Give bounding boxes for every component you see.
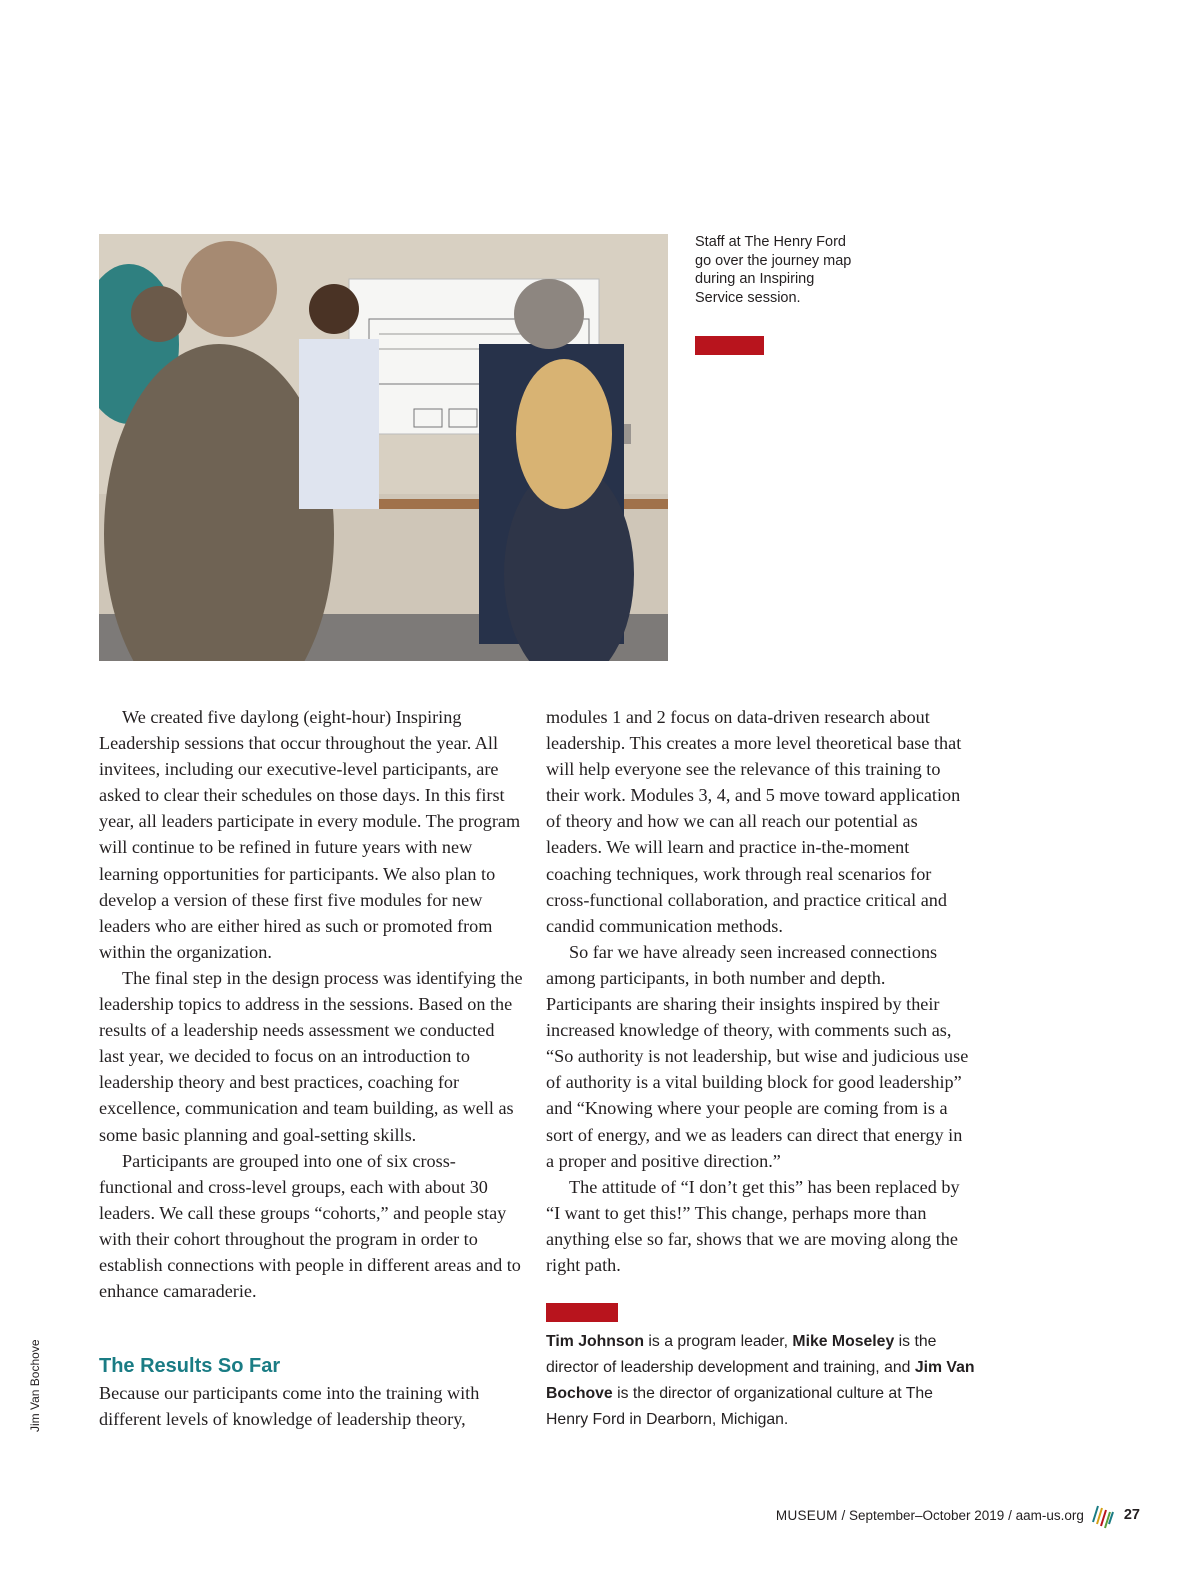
page-footer (600, 1500, 1140, 1530)
caption-accent-bar (695, 336, 764, 355)
body-paragraph: Because our participants come into the training with different levels of knowledge of leadership theory, (99, 1383, 480, 1430)
author-bio (546, 1329, 976, 1433)
author-name: Tim Johnson (546, 1333, 645, 1350)
body-paragraph: The attitude of “I don’t get this” has been replaced by “I want to get this!” This change, perhaps more than anything else so far, shows that we are moving along the right path. (546, 1176, 960, 1275)
bio-text: is the director of organizational culture at The Henry Ford in Dearborn, Michigan. (546, 1385, 933, 1428)
body-paragraph: modules 1 and 2 focus on data-driven research about leadership. This creates a more level theoretical base that will help everyone see the relevance of this training to their work. Modules 3, 4, and 5 move toward application of theory and how we can all reach our potential as leaders. We will learn and practice in-the-moment coaching techniques, work through real scenarios for cross-functional collaboration, and practice critical and candid communication methods. (546, 707, 962, 936)
bio-accent-bar (546, 1303, 618, 1322)
photo-caption: Staff at The Henry Ford go over the journey map during an Inspiring Service session. (695, 234, 852, 306)
footer-issue: / September–October 2019 / aam-us.org (837, 1507, 1084, 1523)
author-name: Mike Moseley (792, 1333, 895, 1350)
article-photo (99, 234, 668, 661)
body-paragraph: So far we have already seen increased connections among participants, in both number and depth. Participants are sharing their insights inspired by their increased knowledge of theory, with comments such as, “So authority is not leadership, but wise and judicious use of authority is a vital building block for good leadership” and “Knowing where your people are coming from is a sort of energy, and we as leaders can direct that energy in a proper and positive direction.” (546, 941, 969, 1171)
section-heading: The Results So Far (99, 1355, 281, 1377)
footer-text (776, 1508, 1084, 1523)
bio-text: is a program leader, (644, 1333, 793, 1350)
author-name: Jim Van Bochove (546, 1359, 975, 1402)
left-column (99, 704, 523, 1304)
body-paragraph: We created five daylong (eight-hour) Inspiring Leadership sessions that occur throughout the year. All invitees, including our executive-level participants, are asked to clear their schedules on those days. In this first year, all leaders participate in every module. The program will continue to be refined in future years with new learning opportunities for participants. We also plan to develop a version of these first five modules for new leaders who are either hired as such or promoted from within the organization. (99, 707, 521, 962)
bio-text: is the director of leadership development and training, and (546, 1333, 937, 1376)
photo-credit: Jim Van Bochove (28, 1339, 42, 1432)
right-column (546, 704, 970, 1278)
body-paragraph: The final step in the design process was identifying the leadership topics to address in the sessions. Based on the results of a leadership needs assessment we conducted last year, we decided to focus on an introduction to leadership theory and best practices, coaching for excellence, communication and team building, as well as some basic planning and goal-setting skills. (99, 967, 523, 1145)
aam-logo-icon (1090, 1500, 1114, 1530)
magazine-name: MUSEUM (775, 1507, 838, 1523)
photo-illustration (99, 234, 668, 661)
body-paragraph: Participants are grouped into one of six cross-functional and cross-level groups, each with about 30 leaders. We call these groups “cohorts,” and people stay with their cohort throughout the program in order to establish connections with people in different areas and to enhance camaraderie. (99, 1150, 521, 1302)
page-number: 27 (1123, 1507, 1140, 1523)
